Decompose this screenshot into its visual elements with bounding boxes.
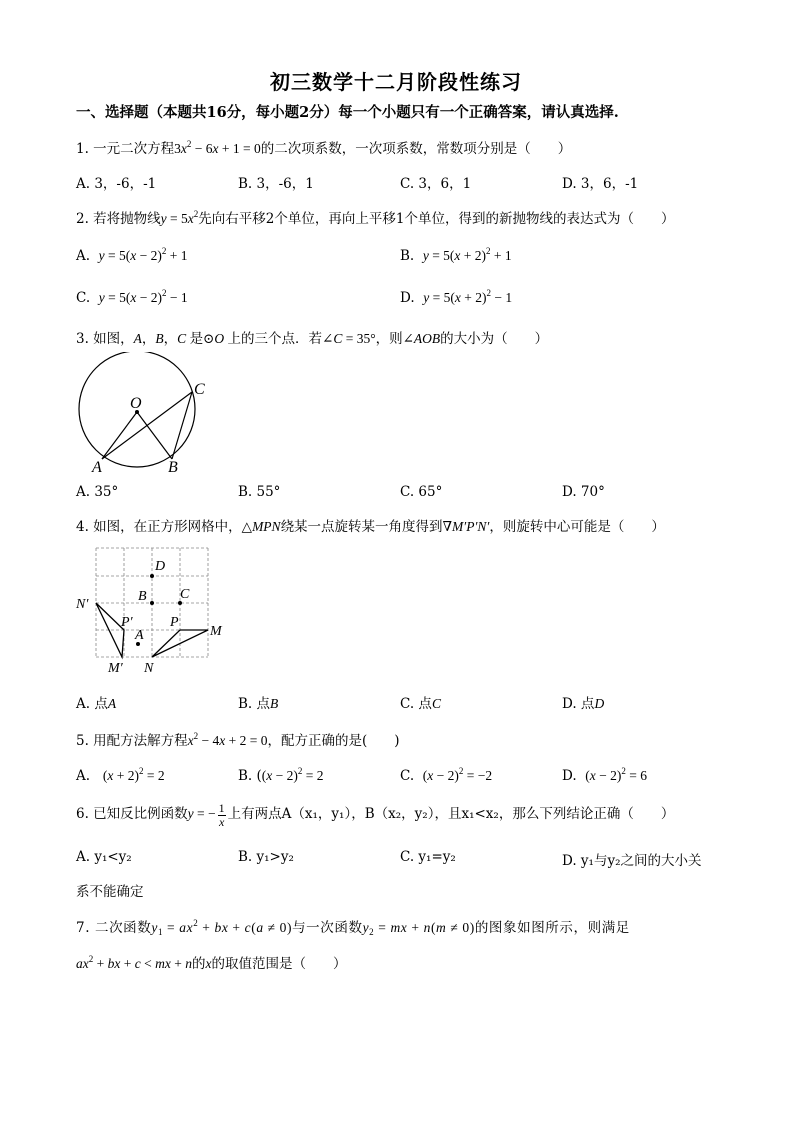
label-b: B: [138, 589, 147, 604]
question-7-line-2-suffix: 的: [192, 956, 206, 972]
point-d: [150, 574, 154, 578]
option-point: C: [431, 696, 441, 711]
question-2-option-d[interactable]: [400, 290, 512, 306]
option-label: A.: [76, 768, 91, 784]
label-o: O: [130, 395, 142, 412]
question-6-prefix: 6. 已知反比例函数: [76, 806, 188, 823]
question-6: [76, 802, 674, 828]
triangle-m-prime-p-prime-n-prime: [96, 603, 124, 657]
question-3-option-c[interactable]: C. 65°: [400, 484, 443, 500]
label-n: N: [144, 661, 154, 676]
page-title: 初三数学十二月阶段性练习: [270, 70, 522, 94]
question-3-option-a[interactable]: A. 35°: [76, 484, 119, 500]
question-2-prefix: 2. 若将抛物线: [76, 211, 161, 227]
label-c: C: [180, 587, 190, 602]
question-5-option-b[interactable]: [238, 768, 324, 784]
question-7: [76, 916, 630, 936]
option-expression: $y = 5(x + 2)^2 + 1$: [422, 246, 512, 263]
question-4-middle: 绕某一点旋转某一角度得到: [280, 519, 443, 535]
label-b: B: [168, 459, 178, 472]
question-2-parabola: $y = 5x^2$: [160, 209, 199, 226]
question-6-suffix: 上有两点A（x₁，y₁），B（x₂，y₂），且x₁<x₂，那么下列结论正确（ ）: [227, 806, 675, 823]
question-1-prefix: 1. 一元二次方程: [76, 141, 175, 157]
question-7-prefix: 7. 二次函数: [76, 920, 152, 936]
question-7-line-2: [76, 952, 347, 972]
question-3: [76, 327, 548, 347]
option-expression: $(x - 2)^2 = 6$: [585, 766, 647, 783]
question-7-variable: x: [205, 956, 212, 971]
question-2-option-a[interactable]: [76, 248, 187, 264]
option-label: A. 点: [76, 696, 108, 712]
question-5-option-c[interactable]: [400, 768, 492, 784]
question-5-option-a[interactable]: [76, 768, 165, 784]
question-1-option-b[interactable]: B. 3，-6，1: [238, 176, 314, 192]
option-expression: $(x - 2)^2 = -2$: [422, 766, 493, 783]
grid-figure: [72, 540, 232, 680]
triangle-mpn: △MPN: [241, 519, 281, 534]
circle-figure: [70, 352, 210, 472]
question-4-option-a[interactable]: [76, 692, 116, 712]
question-4-suffix: ，则旋转中心可能是（ ）: [489, 519, 665, 535]
question-5-option-d[interactable]: [562, 768, 647, 784]
inequality: $ax^2$ + bx + c < mx + n: [76, 954, 192, 971]
option-label: C.: [400, 768, 415, 784]
option-label: C. 点: [400, 696, 432, 712]
segment-cb: [172, 392, 192, 459]
segment-ob: [137, 412, 172, 459]
question-2-suffix: 先向右平移2个单位，再向上平移1个单位，得到的新抛物线的表达式为（ ）: [198, 211, 675, 227]
option-point: B: [270, 696, 279, 711]
option-label: D.: [400, 290, 415, 306]
option-label: D. 点: [562, 696, 595, 712]
question-6-option-a[interactable]: A. y₁<y₂: [76, 849, 132, 865]
option-expression: $y = 5(x - 2)^2 + 1$: [98, 246, 188, 263]
label-a: A: [135, 628, 144, 643]
question-4-option-d[interactable]: [562, 692, 604, 712]
question-7-line-2-end: 的取值范围是（ ）: [211, 956, 347, 972]
question-5: [76, 729, 400, 749]
question-1-option-d[interactable]: D. 3，6，-1: [562, 176, 639, 192]
option-label: A.: [76, 248, 91, 264]
section-header: 一、选择题（本题共16分，每小题2分）每一个小题只有一个正确答案，请认真选择.: [76, 104, 619, 121]
triangle-mpn-prime: ∇M′P′N′: [442, 519, 490, 534]
label-c: C: [194, 381, 205, 398]
label-m: M: [210, 624, 222, 639]
question-6-function: y = − $\frac{1}{x}$: [187, 801, 225, 829]
option-label: D.: [562, 768, 577, 784]
question-5-equation: $x^2 - 4x + 2 = 0$: [187, 731, 268, 748]
option-expression: $y = 5(x - 2)^2 - 1$: [98, 288, 188, 305]
label-p-prime: P′: [121, 615, 133, 630]
question-1-option-c[interactable]: C. 3，6，1: [400, 176, 472, 192]
question-7-middle: 与一次函数: [292, 920, 363, 936]
question-2-option-c[interactable]: [76, 290, 188, 306]
label-n-prime: N′: [76, 597, 89, 612]
option-expression: $(x - 2)^2 = 2$: [261, 766, 324, 783]
question-4-option-c[interactable]: [400, 692, 441, 712]
option-expression: $y = 5(x + 2)^2 - 1$: [423, 288, 513, 305]
question-6-option-c[interactable]: C. y₁=y₂: [400, 849, 456, 865]
question-6-option-d[interactable]: D. y₁与y₂之间的大小关: [562, 853, 702, 869]
point-b: [150, 601, 154, 605]
question-1-option-a[interactable]: A. 3，-6，-1: [76, 176, 157, 192]
question-6-option-d-continuation: 系不能确定: [76, 884, 144, 900]
question-1-suffix: 的二次项系数，一次项系数，常数项分别是（ ）: [260, 141, 572, 157]
label-p: P: [170, 615, 179, 630]
option-label: B. (: [238, 768, 262, 784]
question-2-option-b[interactable]: [400, 248, 512, 264]
question-6-option-b[interactable]: B. y₁>y₂: [238, 849, 294, 865]
question-5-prefix: 5. 用配方法解方程: [76, 733, 188, 749]
label-d: D: [155, 559, 166, 574]
option-point: D: [594, 696, 605, 711]
question-4: [76, 515, 665, 535]
segment-oa: [102, 412, 137, 459]
option-point: A: [107, 696, 117, 711]
question-3-suffix: 的大小为（ ）: [440, 331, 549, 347]
quadratic-function: $y_1 = ax^2$ + bx + c(a ≠ 0): [151, 918, 293, 937]
option-label: B.: [400, 248, 415, 264]
question-3-option-b[interactable]: B. 55°: [238, 484, 281, 500]
label-a: A: [92, 459, 102, 472]
option-expression: $(x + 2)^2 = 2$: [102, 766, 165, 783]
question-7-suffix: 的图象如图所示，则满足: [474, 920, 630, 936]
option-label: B. 点: [238, 696, 271, 712]
label-m-prime: M′: [108, 661, 123, 676]
question-2: [76, 207, 674, 227]
linear-function: $y_2$ = mx + n(m ≠ 0): [362, 920, 475, 937]
question-3-prefix: 3. 如图，: [76, 331, 134, 347]
question-4-option-b[interactable]: [238, 692, 278, 712]
option-label: C.: [76, 290, 91, 306]
question-5-suffix: ，配方正确的是( ): [267, 733, 400, 749]
question-3-option-d[interactable]: D. 70°: [562, 484, 605, 500]
question-1: [76, 137, 571, 157]
question-1-equation: $3x^2 - 6x + 1 = 0$: [174, 139, 261, 156]
question-3-condition: A，B，C 是⊙O 上的三个点．若∠C = 35°，则∠AOB: [133, 331, 441, 346]
question-4-prefix: 4. 如图，在正方形网格中，: [76, 519, 242, 535]
